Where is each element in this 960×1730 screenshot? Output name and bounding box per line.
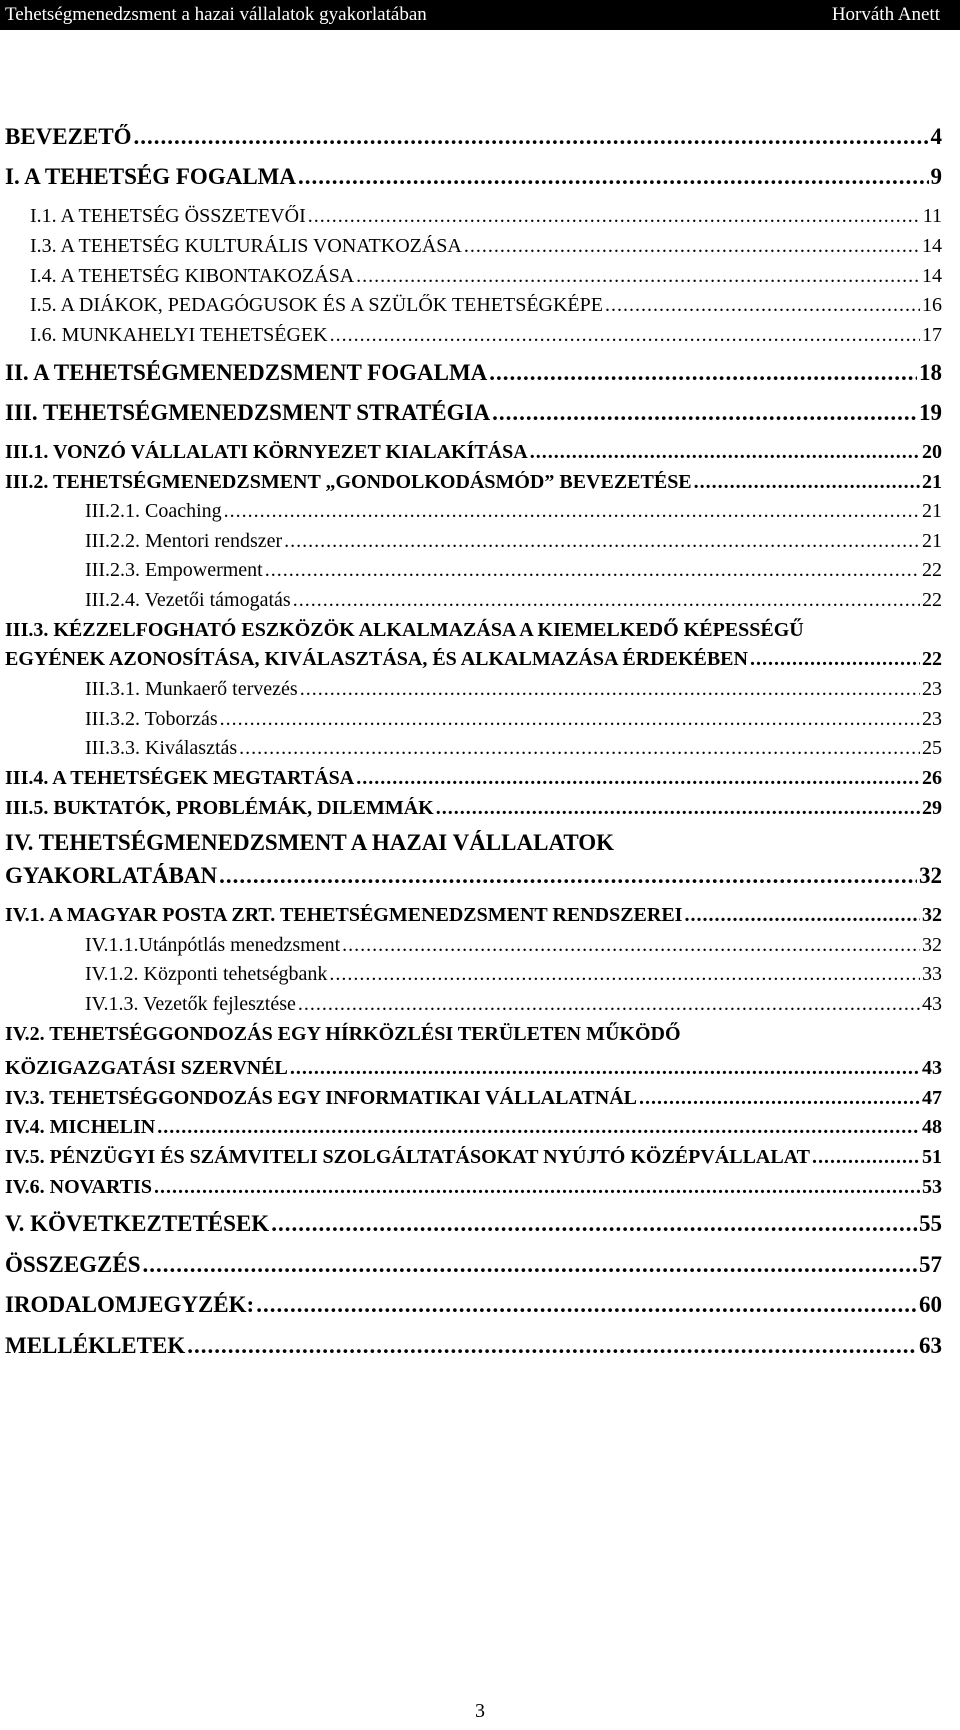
toc-entry-3-3[interactable]: EGYÉNEK AZONOSÍTÁSA, KIVÁLASZTÁSA, ÉS ALKALMAZÁSA ÉRDEKÉBEN ..... 22 (5, 648, 942, 680)
toc-entry-3-3-line1: III.3. KÉZZELFOGHATÓ ESZKÖZÖK ALKALMAZÁSA A KIEMELKEDŐ KÉPESSÉGŰ (5, 619, 804, 641)
toc-entry-4-2[interactable]: KÖZIGAZGATÁSI SZERVNÉL ..... 43 (5, 1057, 942, 1089)
toc-entry-4-1-3[interactable]: IV.1.3. Vezetők fejlesztése ..... 43 (85, 993, 942, 1025)
toc-entry-4-6[interactable]: IV.6. NOVARTIS ..... 53 (5, 1176, 942, 1208)
header-title: Tehetségmenedzsment a hazai vállalatok gyakorlatában (5, 4, 427, 25)
toc-entry-chapter-4[interactable]: GYAKORLATÁBAN ..... 32 (5, 863, 942, 895)
toc-entry-4-3[interactable]: IV.3. TEHETSÉGGONDOZÁS EGY INFORMATIKAI VÁLLALATNÁL ..... 47 (5, 1087, 942, 1119)
header-author: Horváth Anett (831, 4, 940, 25)
toc-entry-chapter-3[interactable]: III. TEHETSÉGMENEDZSMENT STRATÉGIA ..... 19 (5, 400, 942, 432)
toc-entry-osszegzes[interactable]: ÖSSZEGZÉS ..... 57 (5, 1252, 942, 1284)
toc-entry-chapter-2[interactable]: II. A TEHETSÉGMENEDZSMENT FOGALMA ..... 18 (5, 360, 942, 392)
page-header (0, 0, 960, 30)
toc-entry-3-2-4[interactable]: III.2.4. Vezetői támogatás ..... 22 (85, 589, 942, 621)
toc-entry-3-1[interactable]: III.1. VONZÓ VÁLLALATI KÖRNYEZET KIALAKÍTÁSA ..... 20 (5, 441, 942, 473)
toc-entry-3-2[interactable]: III.2. TEHETSÉGMENEDZSMENT „GONDOLKODÁSMÓD” BEVEZETÉSE ..... 21 (5, 471, 942, 503)
toc-entry-1-1[interactable]: I.1. A TEHETSÉG ÖSSZETEVŐI ..... 11 (30, 205, 942, 237)
toc-entry-3-3-1[interactable]: III.3.1. Munkaerő tervezés ..... 23 (85, 678, 942, 710)
toc-entry-3-2-2[interactable]: III.2.2. Mentori rendszer ..... 21 (85, 530, 942, 562)
toc-entry-1-4[interactable]: I.4. A TEHETSÉG KIBONTAKOZÁSA ..... 14 (30, 265, 942, 297)
toc-entry-irodalomjegyzek[interactable]: IRODALOMJEGYZÉK: ..... 60 (5, 1292, 942, 1324)
toc-entry-3-4[interactable]: III.4. A TEHETSÉGEK MEGTARTÁSA ..... 26 (5, 767, 942, 799)
toc-entry-1-5[interactable]: I.5. A DIÁKOK, PEDAGÓGUSOK ÉS A SZÜLŐK TEHETSÉGKÉPE ..... 16 (30, 294, 942, 326)
toc-entry-mellekletek[interactable]: MELLÉKLETEK ..... 63 (5, 1333, 942, 1365)
toc-entry-4-1-2[interactable]: IV.1.2. Központi tehetségbank ..... 33 (85, 963, 942, 995)
toc-entry-chapter-5[interactable]: V. KÖVETKEZTETÉSEK ..... 55 (5, 1211, 942, 1243)
toc-entry-3-5[interactable]: III.5. BUKTATÓK, PROBLÉMÁK, DILEMMÁK ..... 29 (5, 797, 942, 829)
toc-entry-1-3[interactable]: I.3. A TEHETSÉG KULTURÁLIS VONATKOZÁSA ..... 14 (30, 235, 942, 267)
toc-entry-3-3-2[interactable]: III.3.2. Toborzás ..... 23 (85, 708, 942, 740)
toc-entry-4-1[interactable]: IV.1. A MAGYAR POSTA ZRT. TEHETSÉGMENEDZSMENT RENDSZEREI ..... 32 (5, 904, 942, 936)
toc-entry-1-6[interactable]: I.6. MUNKAHELYI TEHETSÉGEK ..... 17 (30, 324, 942, 356)
toc-entry-bevezeto[interactable]: BEVEZETŐ ..... 4 (5, 124, 942, 156)
page-number: 3 (475, 1700, 485, 1722)
toc-entry-4-2-line1: IV.2. TEHETSÉGGONDOZÁS EGY HÍRKÖZLÉSI TERÜLETEN MŰKÖDŐ (5, 1023, 681, 1045)
toc-entry-chapter-4-line1: IV. TEHETSÉGMENEDZSMENT A HAZAI VÁLLALATOK (5, 830, 615, 855)
toc-entry-chapter-1[interactable]: I. A TEHETSÉG FOGALMA ..... 9 (5, 164, 942, 196)
toc-entry-3-2-1[interactable]: III.2.1. Coaching ..... 21 (85, 500, 942, 532)
toc-entry-4-1-1[interactable]: IV.1.1.Utánpótlás menedzsment ..... 32 (85, 934, 942, 966)
toc-entry-4-4[interactable]: IV.4. MICHELIN ..... 48 (5, 1116, 942, 1148)
toc-entry-4-5[interactable]: IV.5. PÉNZÜGYI ÉS SZÁMVITELI SZOLGÁLTATÁSOKAT NYÚJTÓ KÖZÉPVÁLLALAT ..... 51 (5, 1146, 942, 1178)
toc-entry-3-3-3[interactable]: III.3.3. Kiválasztás ..... 25 (85, 737, 942, 769)
toc-entry-3-2-3[interactable]: III.2.3. Empowerment ..... 22 (85, 559, 942, 591)
